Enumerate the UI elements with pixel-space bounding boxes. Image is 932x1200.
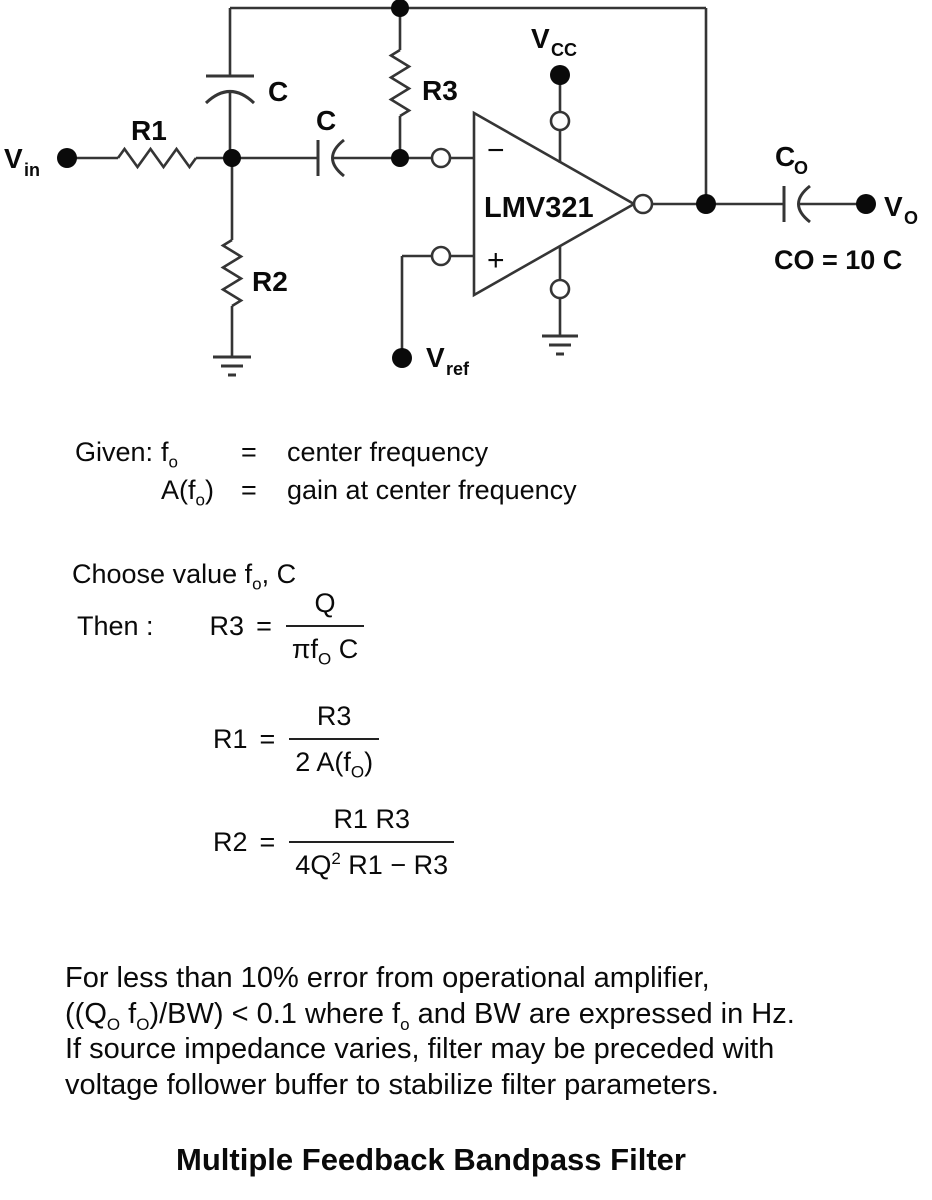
den-sup: 2 (331, 849, 341, 868)
fraction (286, 588, 364, 669)
junction-dot (696, 194, 716, 214)
choose-line (72, 559, 297, 594)
equation-r1 (213, 701, 379, 782)
inverting-input-label: − (487, 134, 505, 167)
r3-lhs: R3 (209, 611, 245, 641)
resistor-r2 (223, 158, 241, 357)
equation-r2 (213, 804, 454, 881)
resistor-zigzag (223, 240, 241, 306)
den-post: R1 − R3 (340, 850, 449, 880)
vcc-pin (550, 65, 570, 163)
opamp-part-number: LMV321 (484, 192, 594, 224)
seg: )/BW) < 0.1 where f (149, 997, 401, 1030)
denominator (289, 738, 379, 782)
numerator: Q (314, 588, 336, 618)
opamp-ground-pin (542, 246, 578, 354)
numerator: R1 R3 (333, 804, 410, 834)
equals-sign: = (241, 475, 257, 505)
seg: f (120, 997, 137, 1030)
vref-label: V (426, 342, 445, 373)
vin-label-sub: in (24, 160, 40, 180)
capacitor-c-series (318, 140, 400, 176)
circuit-schematic (0, 0, 932, 412)
vin-terminal-dot (57, 148, 77, 168)
fraction (289, 701, 379, 782)
junction-dot (391, 149, 409, 167)
pin-circle (432, 247, 450, 265)
notes-line-1: For less than 10% error from operational amplifier, (65, 962, 710, 994)
den-pre: πf (291, 634, 318, 664)
seg-sub: O (106, 1014, 121, 1034)
vref-label-sub: ref (446, 359, 470, 379)
fo-base: f (161, 437, 169, 467)
denominator (286, 625, 364, 669)
given-afo (161, 475, 241, 510)
vref-terminal-dot (392, 348, 412, 368)
vo-label-sub: O (904, 208, 919, 228)
noninverting-input-label: + (487, 244, 505, 277)
fo-sub: o (168, 452, 178, 472)
numerator: R3 (316, 701, 352, 731)
junction-dot (391, 0, 409, 17)
equals-sign: = (241, 437, 257, 467)
equation-r3 (77, 588, 364, 669)
seg-sub: O (136, 1014, 150, 1034)
resistor-r3 (391, 8, 409, 158)
notes-line-4: voltage follower buffer to stabilize filter parameters. (65, 1068, 719, 1101)
vcc-label-sub: CC (551, 40, 577, 60)
r2-label: R2 (252, 266, 288, 297)
seg-sub: o (400, 1014, 410, 1034)
c-series-label: C (316, 105, 337, 136)
den-pre: 2 A(f (295, 747, 351, 777)
r2-lhs: R2 (213, 827, 248, 857)
r3-label: R3 (422, 75, 458, 106)
seg: and BW are expressed in Hz. (409, 997, 795, 1030)
given-label: Given: (75, 437, 154, 467)
notes-line-2 (65, 997, 795, 1033)
den-sub: O (317, 649, 332, 669)
vo-label: V (884, 191, 903, 222)
notes-paragraph (65, 961, 795, 1103)
then-label: Then : (77, 611, 154, 641)
equals-sign: = (256, 611, 272, 641)
den-sub: O (350, 762, 365, 782)
den-post: C (331, 634, 359, 664)
seg: ((Q (65, 997, 107, 1030)
vcc-terminal-dot (550, 65, 570, 85)
given-fo-desc: center frequency (287, 437, 489, 467)
choose-post: , C (261, 559, 297, 589)
denominator (289, 841, 454, 881)
fraction (289, 804, 454, 881)
co-label: C (775, 141, 796, 172)
inv-pin-circle (432, 149, 450, 167)
den-post: ) (364, 747, 374, 777)
resistor-zigzag (391, 50, 409, 116)
pin-circle (551, 112, 569, 130)
junction-dot (223, 149, 241, 167)
pin-circle (551, 280, 569, 298)
output-pin-circle (634, 195, 652, 213)
equals-sign: = (259, 724, 276, 754)
c-feedback-label: C (268, 76, 289, 107)
figure-title: Multiple Feedback Bandpass Filter (176, 1142, 686, 1177)
co-value-note: CO = 10 C (774, 245, 903, 275)
vo-terminal-dot (856, 194, 876, 214)
choose-pre: Choose value f (72, 559, 253, 589)
den-pre: 4Q (295, 850, 332, 880)
choose-sub: o (252, 574, 262, 594)
ground-icon (213, 357, 251, 375)
afo-sub: o (195, 490, 205, 510)
given-fo (161, 437, 241, 472)
afo-pre: A(f (161, 475, 196, 505)
notes-line-3: If source impedance varies, filter may be preceded with (65, 1033, 775, 1065)
given-afo-desc: gain at center frequency (287, 475, 577, 505)
equals-sign: = (259, 827, 276, 857)
capacitor-co (784, 186, 876, 222)
r1-lhs: R1 (213, 724, 248, 754)
resistor-r1 (118, 149, 196, 167)
spacer (75, 475, 161, 506)
vcc-label: V (531, 23, 550, 54)
co-label-sub: O (794, 158, 809, 178)
given-block (75, 437, 577, 510)
r1-label: R1 (131, 115, 167, 146)
afo-post: ) (204, 475, 214, 505)
vin-label: V (4, 143, 23, 174)
capacitor-c-feedback (206, 8, 254, 157)
